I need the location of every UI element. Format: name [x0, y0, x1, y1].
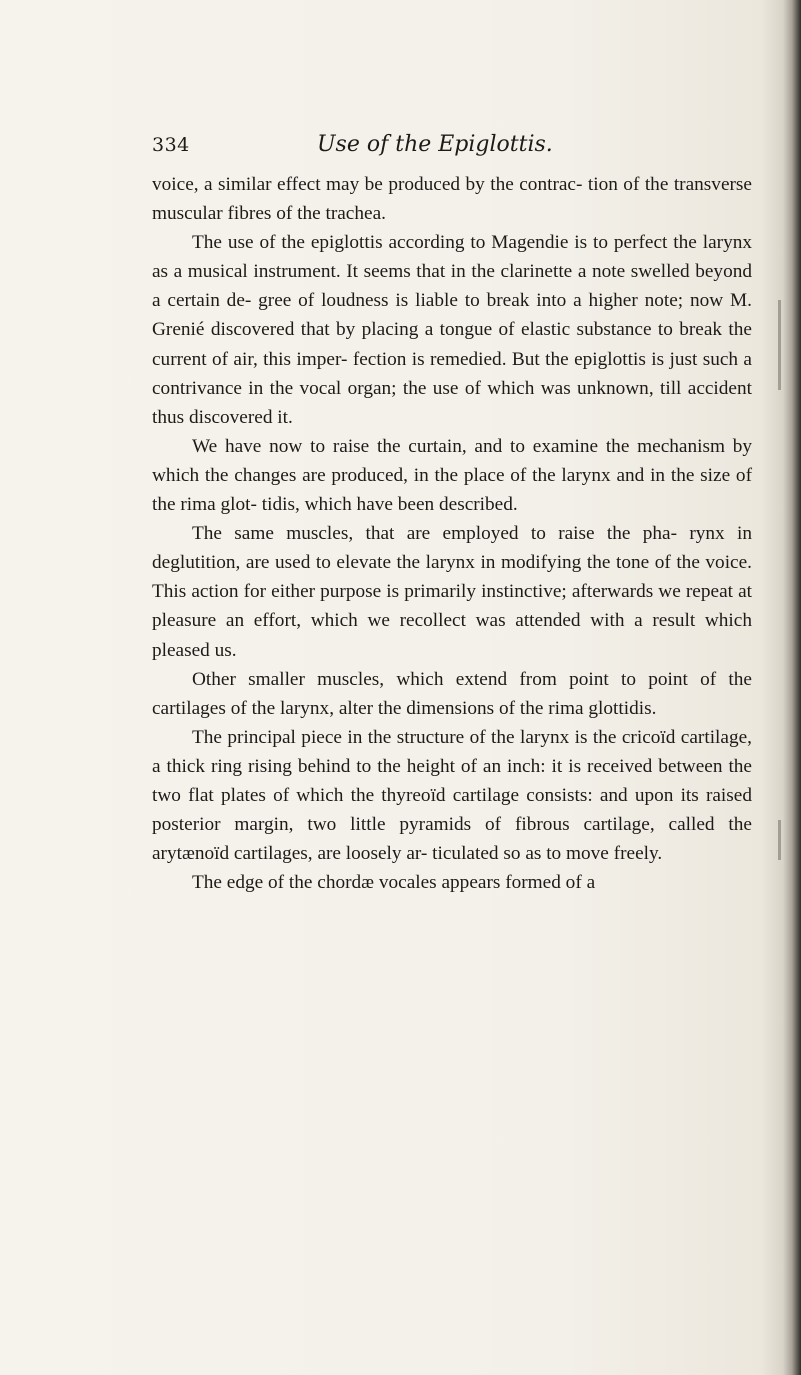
paragraph: The same muscles, that are employed to raise the pha- rynx in deglutition, are used to elevate the larynx in modifying the tone of the voice. This action for either purpose is primarily instinctive; afterwards we repeat at pleasure an effort, which we recollect was attended with a result which pleased us.: [152, 523, 752, 661]
body-text: [152, 170, 752, 897]
running-title: Use of the Epiglottis.: [317, 132, 553, 157]
page-edge-shadow: [783, 0, 801, 1375]
page-header: [152, 134, 752, 166]
page-number: 334: [152, 134, 190, 156]
paragraph: We have now to raise the curtain, and to examine the mechanism by which the changes are produced, in the place of the larynx and in the size of the rima glot- tidis, which have been described.: [152, 435, 752, 516]
margin-mark: [778, 820, 781, 860]
paragraph: The edge of the chordæ vocales appears formed of a: [192, 872, 596, 894]
paragraph: The use of the epiglottis according to Magendie is to perfect the larynx as a musical instrument. It seems that in the clarinette a note swelled beyond a certain de- gree of loudness is liable to break into a higher note; now M. Grenié discovered that by placing a tongue of elastic substance to break the current of air, this imper- fection is remedied. But the epiglottis is just such a contrivance in the vocal organ; the use of which was unknown, till accident thus discovered it.: [152, 232, 752, 428]
margin-mark: [778, 300, 781, 390]
paragraph: Other smaller muscles, which extend from point to point of the cartilages of the larynx, alter the dimensions of the rima glottidis.: [152, 668, 752, 719]
paragraph: voice, a similar effect may be produced by the contrac- tion of the transverse muscular fibres of the trachea.: [152, 174, 752, 225]
paragraph: The principal piece in the structure of the larynx is the cricoïd cartilage, a thick ring rising behind to the height of an inch: it is received between the two flat plates of which the thyreoïd cartilage consists: and upon its raised posterior margin, two little pyramids of fibrous cartilage, called the arytænoïd cartilages, are loosely ar- ticulated so as to move freely.: [152, 726, 752, 865]
